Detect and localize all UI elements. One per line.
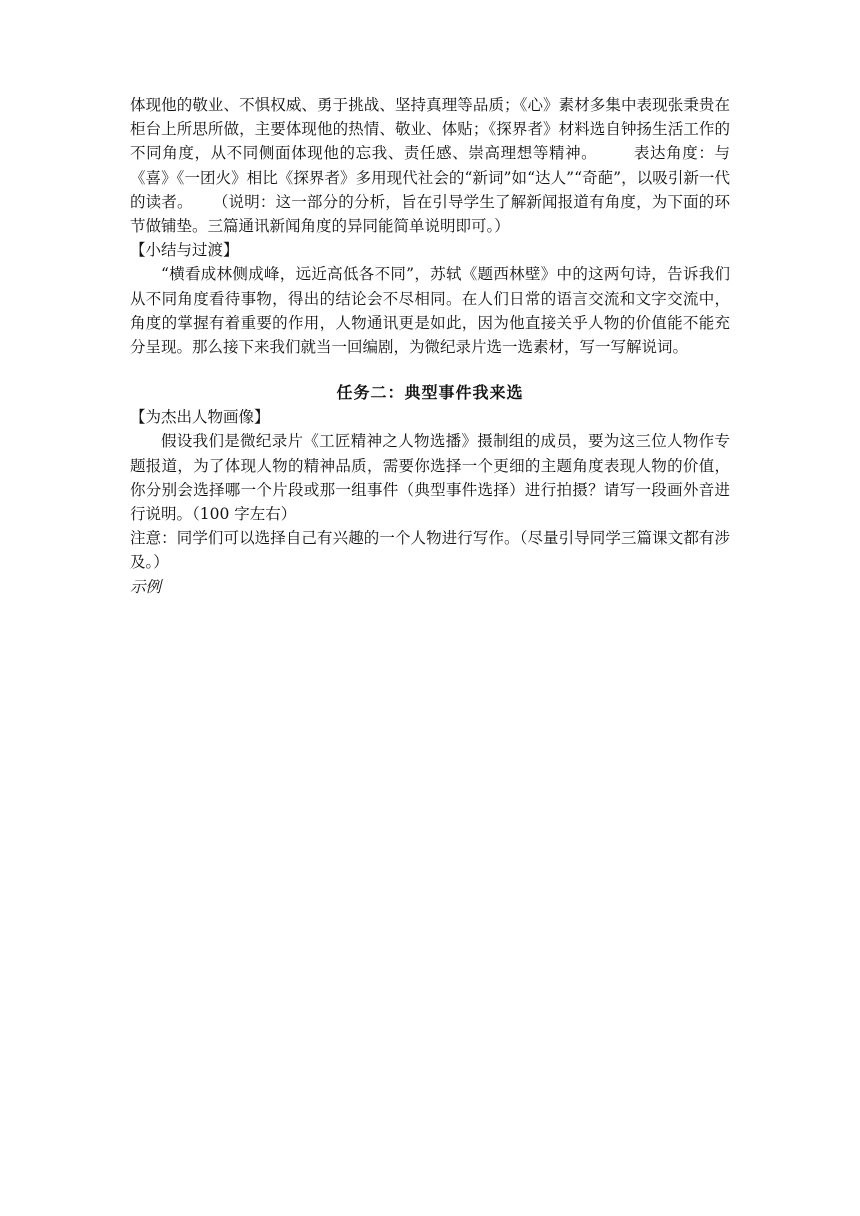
summary-label: 【小结与过渡】 bbox=[130, 241, 239, 260]
example-label: 示例 bbox=[130, 577, 162, 596]
task-two-paragraph: 假设我们是微纪录片《工匠精神之人物选播》摄制组的成员，要为这三位人物作专题报道，为了体现人物的精神品质，需要你选择一个更细的主题角度表现人物的价值，你分别会选择哪一个片段或那一组事件（典型事件选择）进行拍摄？请写一段画外音进行说明。（100 字左右） bbox=[130, 432, 730, 524]
portrait-label: 【为杰出人物画像】 bbox=[130, 408, 270, 427]
task-two-note: 注意：同学们可以选择自己有兴趣的一个人物进行写作。（尽量引导同学三篇课文都有涉及。） bbox=[130, 529, 730, 572]
angle-expression-text: 表达角度：与《喜》《一团火》相比《探界者》多用现代社会的“新词”如“达人”“奇葩”，以吸引新一代的读者。 bbox=[130, 144, 730, 211]
document-page bbox=[130, 93, 730, 599]
angle-content-text: 体现他的敬业、不惧权威、勇于挑战、坚持真理等品质；《心》素材多集中表现张秉贵在柜台上所思所做，主要体现他的热情、敬业、体贴；《探界者》材料选自钟扬生活工作的不同角度，从不同侧面体现他的忘我、责任感、崇高理想等精神。 bbox=[130, 96, 730, 163]
summary-paragraph: “横看成林侧成峰，远近高低各不同”，苏轼《题西林壁》中的这两句诗，告诉我们从不同角度看待事物，得出的结论会不尽相同。在人们日常的语言交流和文字交流中，角度的掌握有着重要的作用，人物通讯更是如此，因为他直接关乎人物的价值能不能充分呈现。那么接下来我们就当一回编剧，为微纪录片选一选素材，写一写解说词。 bbox=[130, 265, 730, 357]
analysis-paragraph bbox=[130, 93, 730, 238]
teacher-note-text: （说明：这一部分的分析，旨在引导学生了解新闻报道有角度，为下面的环节做铺垫。三篇通讯新闻角度的异同能简单说明即可。） bbox=[130, 192, 730, 236]
task-two-heading: 任务二：典型事件我来选 bbox=[336, 383, 524, 403]
